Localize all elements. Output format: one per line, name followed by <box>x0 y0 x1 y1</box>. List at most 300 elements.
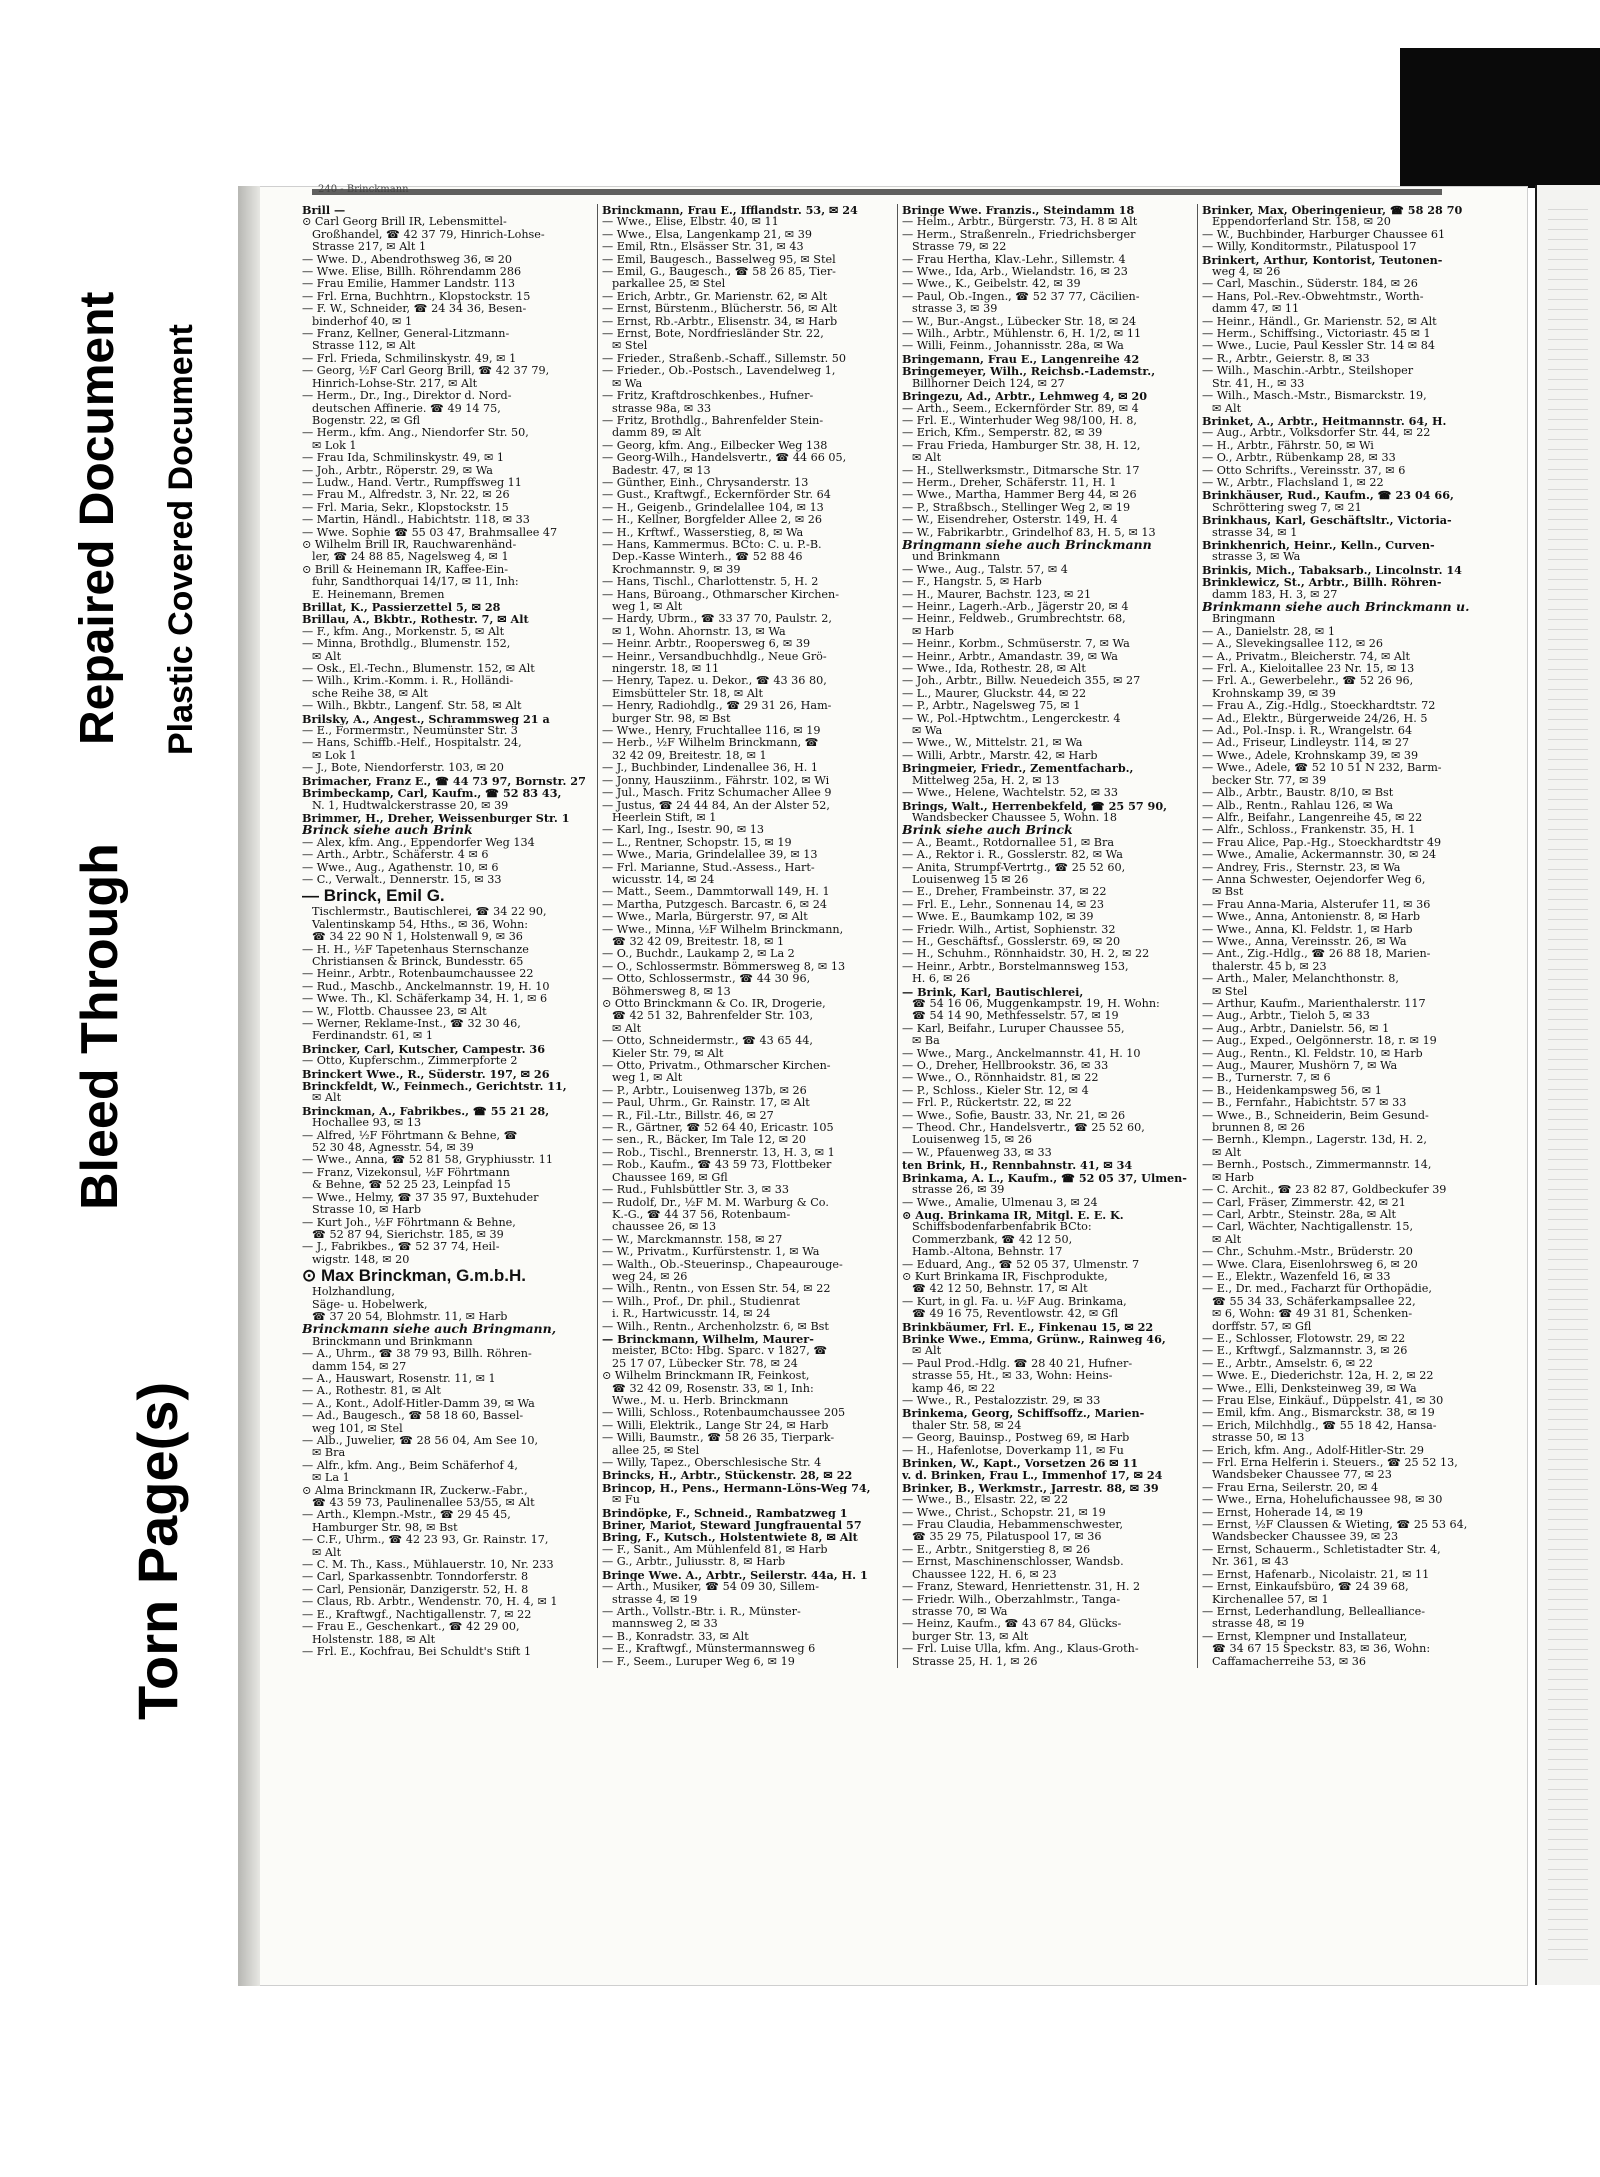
directory-entry: — Andrey, Fris., Sternstr. 23, ✉ Wa <box>1202 861 1401 874</box>
directory-entry: ✉ Alt <box>312 650 342 663</box>
directory-entry: Brill — <box>302 204 346 217</box>
directory-entry: — O., Buchdr., Laukamp 2, ✉ La 2 <box>602 948 795 961</box>
directory-entry: ler, ☎ 24 88 85, Nagelsweg 4, ✉ 1 <box>312 551 509 564</box>
directory-entry: — P., Arbtr., Nagelsweg 75, ✉ 1 <box>902 700 1081 713</box>
directory-entry: — Wwe., Christ., Schopstr. 21, ✉ 19 <box>902 1506 1106 1519</box>
directory-entry: — Carl, Arbtr., Steinstr. 28a, ✉ Alt <box>1202 1208 1397 1221</box>
directory-entry: — Frl. Maria, Sekr., Klopstockstr. 15 <box>302 501 509 514</box>
directory-entry: — Heinr., Arbtr., Borstelmannsweg 153, <box>902 960 1129 973</box>
directory-entry: — Wwe. Th., Kl. Schäferkamp 34, H. 1, ✉ 6 <box>302 993 548 1006</box>
directory-entry: — P., Arbtr., Louisenweg 137b, ✉ 26 <box>602 1084 807 1097</box>
directory-entry: Strasse 10, ✉ Harb <box>312 1204 422 1217</box>
directory-entry: — Ernst, Lederhandlung, Bellealliance- <box>1202 1605 1426 1618</box>
directory-entry: Brimmer, H., Dreher, Weissenburger Str. 1 <box>302 811 570 825</box>
directory-entry: Brincks, H., Arbtr., Stückenstr. 28, ✉ 22 <box>602 1469 853 1482</box>
directory-entry: Hochallee 93, ✉ 13 <box>312 1117 422 1130</box>
directory-entry: strasse 3, ✉ 39 <box>912 303 998 316</box>
directory-entry: — Georg, kfm. Ang., Eilbecker Weg 138 <box>602 439 828 452</box>
directory-entry: — Franz, Vizekonsul, ½F Föhrtmann <box>302 1166 510 1179</box>
directory-entry: — Kurt Joh., ½F Föhrtmann & Behne, <box>302 1216 516 1229</box>
directory-entry: — W., Pfauenweg 33, ✉ 33 <box>902 1146 1052 1159</box>
directory-entry: — Ernst, Einkaufsbüro, ☎ 24 39 68, <box>1202 1581 1409 1594</box>
directory-entry: damm 183, H. 3, ✉ 27 <box>1212 588 1338 601</box>
directory-entry: Bring, F., Kutsch., Holstentwiete 8, ✉ Alt <box>602 1531 858 1544</box>
directory-entry: ☎ 52 87 94, Sierichstr. 185, ✉ 39 <box>312 1228 504 1241</box>
directory-entry: — Otto Schrifts., Vereinsstr. 37, ✉ 6 <box>1202 464 1406 477</box>
directory-entry: — W., Arbtr., Flachsland 1, ✉ 22 <box>1202 476 1384 489</box>
directory-entry: — Alfr., Schloss., Frankenstr. 35, H. 1 <box>1202 824 1416 837</box>
directory-entry: — Frau Else, Einkäuf., Düppelstr. 41, ✉ 30 <box>1202 1395 1444 1407</box>
directory-entry: Strasse 112, ✉ Alt <box>312 340 416 353</box>
directory-entry: — Frau M., Alfredstr. 3, Nr. 22, ✉ 26 <box>302 489 510 502</box>
directory-entry: — Wwe., Elli, Denksteinweg 39, ✉ Wa <box>1202 1382 1417 1395</box>
directory-entry: — A., Hauswart, Rosenstr. 11, ✉ 1 <box>302 1372 496 1385</box>
directory-entry: — Heinr., Feldweb., Grumbrechtstr. 68, <box>902 613 1126 626</box>
directory-entry: — Alfr., Beifahr., Langenreihe 45, ✉ 22 <box>1202 811 1423 824</box>
directory-entry: — Frau Frieda, Hamburger Str. 38, H. 12, <box>902 439 1141 452</box>
directory-entry: — Arth., Maler, Melanchthonstr. 8, <box>1202 973 1399 986</box>
directory-entry: — Wwe., Ida, Rothestr. 28, ✉ Alt <box>902 663 1086 676</box>
directory-entry: — Brink, Karl, Bautischlerei, <box>902 985 1084 998</box>
directory-entry: — G., Arbtr., Juliusstr. 8, ✉ Harb <box>602 1556 786 1569</box>
directory-entry: — Friedr. Wilh., Artist, Sophienstr. 32 <box>902 923 1116 936</box>
directory-entry: — Wwe., R., Pestalozzistr. 29, ✉ 33 <box>902 1395 1101 1407</box>
directory-entry: Wandsbeker Chaussee 77, ✉ 23 <box>1212 1469 1392 1482</box>
directory-entry: — Wwe., O., Rönnhaidstr. 81, ✉ 22 <box>902 1072 1099 1085</box>
directory-entry: — Hans, Tischl., Charlottenstr. 5, H. 2 <box>602 576 819 589</box>
directory-entry: — Wilh., Bkbtr., Langenf. Str. 58, ✉ Alt <box>302 700 522 713</box>
directory-entry: — Frau Emilie, Hammer Landstr. 113 <box>302 278 515 291</box>
directory-entry: — Frau E., Geschenkart., ☎ 42 29 00, <box>302 1621 520 1634</box>
directory-entry: — Heinr., Lagerh.-Arb., Jägerstr 20, ✉ 4 <box>902 601 1129 613</box>
directory-entry: — Frl. A., Gewerbelehr., ☎ 52 26 96, <box>1202 675 1414 688</box>
directory-entry: — E., Dreher, Frambeinstr. 37, ✉ 22 <box>902 886 1107 899</box>
directory-entry: Mittelweg 25a, H. 2, ✉ 13 <box>912 774 1060 787</box>
directory-entry: 25 17 07, Lübecker Str. 78, ✉ 24 <box>612 1357 798 1370</box>
directory-entry: ✉ Ba <box>912 1035 940 1048</box>
directory-entry: N. 1, Hudtwalckerstrasse 20, ✉ 39 <box>312 799 509 812</box>
directory-entry: — H., Stellwerksmstr., Ditmarsche Str. 17 <box>902 464 1140 477</box>
directory-entry: Brinkert, Arthur, Kontorist, Teutonen- <box>1202 253 1443 267</box>
directory-entry: — Carl, Fräser, Zimmerstr. 42, ✉ 21 <box>1202 1196 1406 1209</box>
directory-entry: — Wwe., Adele, ☎ 52 10 51 N 232, Barm- <box>1202 762 1442 775</box>
directory-entry: — J., Bote, Niendorferstr. 103, ✉ 20 <box>302 762 504 775</box>
directory-entry: Brinkhaus, Karl, Geschäftsltr., Victoria- <box>1202 514 1452 527</box>
directory-column-1 <box>298 204 598 1668</box>
directory-entry: ⊙ Wilhelm Brinckmann IR, Feinkost, <box>602 1370 810 1383</box>
directory-entry: sche Reihe 38, ✉ Alt <box>312 687 428 700</box>
directory-entry: Christiansen & Brinck, Bundesstr. 65 <box>312 955 524 968</box>
directory-entry: Hamburger Str. 98, ✉ Bst <box>312 1521 458 1534</box>
directory-entry: damm 154, ✉ 27 <box>312 1360 407 1373</box>
directory-entry: Böhmersweg 8, ✉ 13 <box>612 985 731 998</box>
directory-entry: — H., Maurer, Bachstr. 123, ✉ 21 <box>902 588 1092 601</box>
directory-entry: — Willi, Elektrik., Lange Str 24, ✉ Harb <box>602 1419 829 1432</box>
directory-entry: Valentinskamp 54, Hths., ✉ 36, Wohn: <box>312 918 529 931</box>
directory-entry: weg 1, ✉ Alt <box>612 1072 683 1085</box>
directory-entry: Brilsky, A., Angest., Schrammsweg 21 a <box>302 712 550 726</box>
directory-entry: — Heinr., Händl., Gr. Marienstr. 52, ✉ Alt <box>1202 315 1437 328</box>
directory-entry: — L., Maurer, Gluckstr. 44, ✉ 22 <box>902 687 1087 700</box>
directory-entry: — Matt., Seem., Dammtorwall 149, H. 1 <box>602 886 830 899</box>
directory-entry: weg 1, ✉ Alt <box>612 601 683 613</box>
directory-entry: — Heinr., Korbm., Schmüserstr. 7, ✉ Wa <box>902 638 1130 651</box>
directory-entry: — Frl. A., Kieloitallee 23 Nr. 15, ✉ 13 <box>1202 663 1415 676</box>
directory-entry: — Ad., Friseur, Lindleystr. 114, ✉ 27 <box>1202 737 1410 750</box>
directory-entry: Brillau, A., Bkbtr., Rothestr. 7, ✉ Alt <box>302 613 529 626</box>
directory-entry: Brink siehe auch Brinck <box>902 824 1073 837</box>
directory-entry: — Wwe., Minna, ½F Wilhelm Brinckmann, <box>602 923 844 936</box>
directory-entry: 32 42 09, Breitestr. 18, ✉ 1 <box>612 749 767 762</box>
directory-entry: ✉ Lok 1 <box>312 749 357 762</box>
directory-entry: ✉ 1, Wohn. Ahornstr. 13, ✉ Wa <box>612 625 786 638</box>
directory-entry: Hinrich-Lohse-Str. 217, ✉ Alt <box>312 377 478 390</box>
directory-entry: — Frl. Luise Ulla, kfm. Ang., Klaus-Groth- <box>902 1643 1139 1656</box>
directory-entry: strasse 48, ✉ 19 <box>1212 1618 1305 1631</box>
directory-entry: ☎ 32 42 09, Breitestr. 18, ✉ 1 <box>612 935 785 948</box>
directory-entry: — Aug., Rentn., Kl. Feldstr. 10, ✉ Harb <box>1202 1047 1423 1060</box>
directory-entry: — E., Kraftwgf., Münstermannsweg 6 <box>602 1643 816 1656</box>
directory-entry: — Herm., Straßenreln., Friedrichsberger <box>902 228 1136 241</box>
directory-entry: — Willi, Arbtr., Marstr. 42, ✉ Harb <box>902 749 1098 762</box>
directory-entry: Bringe Wwe. A., Arbtr., Seilerstr. 44a, H. 1 <box>602 1568 868 1582</box>
directory-entry: — A., Privatm., Bleicherstr. 74, ✉ Alt <box>1202 650 1411 663</box>
directory-entry: Brinken, W., Kapt., Vorsetzen 26 ✉ 11 <box>902 1457 1139 1470</box>
directory-entry: ✉ Bra <box>312 1447 346 1460</box>
directory-entry: — Otto, Schlossermstr., ☎ 44 30 96, <box>602 973 811 986</box>
directory-entry: — Herm., kfm. Ang., Niendorfer Str. 50, <box>302 427 529 440</box>
directory-entry: — Wwe., Sofie, Baustr. 33, Nr. 21, ✉ 26 <box>902 1109 1126 1122</box>
directory-entry: ☎ 54 14 90, Methfesselstr. 57, ✉ 19 <box>912 1010 1119 1023</box>
directory-entry: Eimsbütteler Str. 18, ✉ Alt <box>612 687 763 700</box>
directory-entry: Holzhandlung, <box>312 1286 395 1299</box>
directory-column-4 <box>1198 204 1498 1668</box>
directory-entry: dorffstr. 57, ✉ Gfl <box>1212 1320 1312 1333</box>
directory-entry: Strasse 217, ✉ Alt 1 <box>312 241 427 254</box>
directory-entry: — E., Kraftwgf., Nachtigallenstr. 7, ✉ 22 <box>302 1608 532 1621</box>
directory-entry: — Ant., Zig.-Hdlg., ☎ 26 88 18, Marien- <box>1202 948 1431 961</box>
directory-entry: Strasse 25, H. 1, ✉ 26 <box>912 1655 1038 1668</box>
directory-entry: — Heinr., Arbtr., Amandastr. 39, ✉ Wa <box>902 650 1118 663</box>
directory-entry: — Ernst, ½F Claussen & Wieting, ☎ 25 53 64, <box>1202 1519 1468 1532</box>
directory-entry: Eppendorferland Str. 158, ✉ 20 <box>1212 216 1391 229</box>
directory-entry: — A., Danielstr. 28, ✉ 1 <box>1202 625 1335 638</box>
directory-entry: strasse 98a, ✉ 33 <box>612 402 712 415</box>
directory-entry: — Aug., Arbtr., Tieloh 5, ✉ 33 <box>1202 1010 1370 1023</box>
directory-entry: — A., Slevekingsallee 112, ✉ 26 <box>1202 638 1384 651</box>
directory-entry: — Minna, Brothdlg., Blumenstr. 152, <box>302 638 511 651</box>
directory-entry: Brindöpke, F., Schneid., Rambatzweg 1 <box>602 1506 848 1520</box>
directory-entry: Brinklewicz, St., Arbtr., Billh. Röhren- <box>1202 576 1442 589</box>
directory-entry: — Heinr., Arbtr., Rotenbaumchaussee 22 <box>302 968 534 981</box>
directory-entry: Brimacher, Franz E., ☎ 44 73 97, Bornstr. 27 <box>302 774 586 788</box>
directory-entry: — H., Geschäftsf., Gosslerstr. 69, ✉ 20 <box>902 935 1121 948</box>
directory-entry: — Claus, Rb. Arbtr., Wendenstr. 70, H. 4, ✉ 1 <box>302 1596 558 1609</box>
directory-entry: Brinckmann siehe auch Bringmann, <box>302 1323 557 1336</box>
directory-entry: — Aug., Exped., Oelgönnerstr. 18, r. ✉ 19 <box>1202 1035 1437 1048</box>
directory-entry: ✉ Alt <box>1212 1146 1242 1159</box>
directory-entry: — Paul Prod.-Hdlg. ☎ 28 40 21, Hufner- <box>902 1357 1133 1370</box>
directory-entry: meister, BCto: Hbg. Sparc. v 1827, ☎ <box>612 1345 828 1358</box>
directory-entry: ✉ Alt <box>312 1546 342 1559</box>
directory-entry: — C.F., Uhrm., ☎ 42 23 93, Gr. Rainstr. 17, <box>302 1534 549 1547</box>
directory-entry: — Emil, kfm. Ang., Bismarckstr. 38, ✉ 19 <box>1202 1407 1435 1420</box>
directory-entry: — Karl, Ing., Isestr. 90, ✉ 13 <box>602 824 765 837</box>
directory-entry: ☎ 32 42 09, Rosenstr. 33, ✉ 1, Inh: <box>612 1382 814 1395</box>
directory-entry: ⊙ Max Brinckman, G.m.b.H. <box>302 1266 526 1286</box>
directory-entry: ☎ 37 20 54, Blohmstr. 11, ✉ Harb <box>312 1310 508 1323</box>
directory-entry: — W., Fabrikarbtr., Grindelhof 83, H. 5, ✉ 13 <box>902 526 1156 539</box>
page-header-rule <box>312 189 1442 195</box>
directory-entry: ☎ 55 34 33, Schäferkampsallee 22, <box>1212 1295 1416 1308</box>
directory-entry: — Frieder., Ob.-Postsch., Lavendelweg 1, <box>602 365 836 378</box>
directory-entry: — H., Krftwf., Wasserstieg, 8, ✉ Wa <box>602 526 804 539</box>
directory-entry: Louisenweg 15, ✉ 26 <box>912 1134 1032 1147</box>
directory-entry: — H., Kellner, Borgfelder Allee 2, ✉ 26 <box>602 514 822 527</box>
directory-entry: Brinke Wwe., Emma, Grünw., Rainweg 46, <box>902 1332 1166 1346</box>
directory-entry: becker Str. 77, ✉ 39 <box>1212 774 1327 787</box>
directory-entry: — Ernst, Hoherade 14, ✉ 19 <box>1202 1506 1364 1519</box>
directory-entry: — Wwe. Clara, Eisenlohrsweg 6, ✉ 20 <box>1202 1258 1418 1271</box>
directory-entry: — E., Krftwgf., Salzmannstr. 3, ✉ 26 <box>1202 1345 1408 1358</box>
directory-entry: — Willy, Tapez., Oberschlesische Str. 4 <box>602 1457 822 1470</box>
directory-entry: — Frau Hertha, Klav.-Lehr., Sillemstr. 4 <box>902 253 1126 266</box>
directory-entry: — Wwe., Anna, Antonienstr. 8, ✉ Harb <box>1202 911 1421 924</box>
directory-entry: — Theod. Chr., Handelsvertr., ☎ 25 52 60, <box>902 1122 1145 1135</box>
directory-entry: — F., kfm. Ang., Morkenstr. 5, ✉ Alt <box>302 625 505 638</box>
directory-entry: — Wwe., Lucie, Paul Kessler Str. 14 ✉ 84 <box>1202 340 1435 353</box>
directory-entry: — Brinck, Emil G. <box>302 886 445 906</box>
directory-entry: — Wwe., Helmy, ☎ 37 35 97, Buxtehuder <box>302 1191 539 1204</box>
directory-entry: Bringmann siehe auch Brinckmann <box>902 538 1152 552</box>
directory-entry: — P., Straßbsch., Stellinger Weg 2, ✉ 19 <box>902 501 1131 514</box>
directory-entry: binderhof 40, ✉ 1 <box>312 315 413 328</box>
directory-entry: Bringmann <box>1212 613 1276 626</box>
directory-entry: — Walth., Ob.-Steuerinsp., Chapeaurouge- <box>602 1258 843 1271</box>
directory-entry: Tischlermstr., Bautischlerei, ☎ 34 22 90, <box>312 906 547 919</box>
directory-column-2 <box>598 204 898 1668</box>
directory-entry: — W., Marckmannstr. 158, ✉ 27 <box>602 1233 783 1246</box>
directory-entry: ☎ 49 16 75, Reventlowstr. 42, ✉ Gfl <box>912 1308 1119 1321</box>
directory-entry: — Wilh., Maschin.-Arbtr., Steilshoper <box>1202 365 1414 378</box>
directory-entry: — Arthur, Kaufm., Marienthalerstr. 117 <box>1202 998 1426 1010</box>
directory-entry: — Ernst, Schauerm., Schletistadter Str. 4, <box>1202 1543 1441 1556</box>
directory-entry: — Wwe., Maria, Grindelallee 39, ✉ 13 <box>602 849 818 862</box>
directory-entry: ✉ Alt <box>912 1345 942 1358</box>
directory-entry: Brinckmann und Brinkmann <box>312 1335 473 1348</box>
directory-entry: — Alex, kfm. Ang., Eppendorfer Weg 134 <box>302 836 535 849</box>
directory-entry: — Osk., El.-Techn., Blumenstr. 152, ✉ Alt <box>302 663 535 676</box>
directory-entry: Brinker, B., Werkmstr., Jarrestr. 88, ✉ 39 <box>902 1481 1159 1495</box>
directory-entry: — R., Fil.-Ltr., Billstr. 46, ✉ 27 <box>602 1109 774 1122</box>
directory-entry: — B., Heidenkampsweg 56, ✉ 1 <box>1202 1084 1382 1097</box>
directory-entry: — Jul., Masch. Fritz Schumacher Allee 9 <box>602 787 832 800</box>
directory-entry: ☎ 35 29 75, Pilatuspool 17, ✉ 36 <box>912 1531 1102 1544</box>
directory-entry: ✉ La 1 <box>312 1472 350 1485</box>
directory-entry: — R., Arbtr., Geierstr. 8, ✉ 33 <box>1202 352 1370 365</box>
directory-entry: — Georg-Wilh., Handelsvertr., ☎ 44 66 05, <box>602 452 847 465</box>
directory-entry: — H., Arbtr., Fährstr. 50, ✉ Wi <box>1202 439 1374 452</box>
directory-entry: — F., Seem., Luruper Weg 6, ✉ 19 <box>602 1655 795 1668</box>
directory-entry: — O., Schlossermstr. Bömmersweg 8, ✉ 13 <box>602 960 846 973</box>
directory-entry: ☎ 34 22 90 N 1, Holstenwall 9, ✉ 36 <box>312 931 523 944</box>
directory-entry: — Rud., Fuhlsbüttler Str. 3, ✉ 33 <box>602 1184 789 1197</box>
directory-entry: — Emil, Rtn., Elsässer Str. 31, ✉ 43 <box>602 241 804 254</box>
directory-entry: — Anna Schwester, Oejendorfer Weg 6, <box>1202 873 1426 886</box>
directory-entry: Badestr. 47, ✉ 13 <box>612 464 711 477</box>
directory-entry: Chaussee 169, ✉ Gfl <box>612 1171 728 1184</box>
directory-entry: — O., Dreher, Hellbrookstr. 36, ✉ 33 <box>902 1060 1109 1073</box>
directory-page <box>238 186 1528 1986</box>
directory-entry: Holstenstr. 188, ✉ Alt <box>312 1633 436 1646</box>
directory-entry: ☎ 42 51 32, Bahrenfelder Str. 103, <box>612 1010 814 1023</box>
directory-entry: und Brinkmann <box>912 551 1000 564</box>
directory-entry: — Ernst, Klempner und Installateur, <box>1202 1630 1408 1643</box>
directory-entry: — Erich, Kfm., Semperstr. 82, ✉ 39 <box>902 427 1103 440</box>
directory-entry: — Wwe., Marg., Anckelmannstr. 41, H. 10 <box>902 1047 1141 1060</box>
directory-entry: — Wwe., Amalie, Ulmenau 3, ✉ 24 <box>902 1196 1098 1209</box>
directory-entry: — A., Beamt., Rotdornallee 51, ✉ Bra <box>902 836 1115 849</box>
directory-entry: — J., Fabrikbes., ☎ 52 37 74, Heil- <box>302 1241 500 1254</box>
directory-entry: Bringemann, Frau E., Langenreihe 42 <box>902 352 1140 366</box>
repaired-document-label: Repaired Document <box>71 291 124 745</box>
directory-entry: weg 24, ✉ 26 <box>612 1270 688 1283</box>
directory-entry: Bringezu, Ad., Arbtr., Lehmweg 4, ✉ 20 <box>902 390 1148 403</box>
directory-entry: — H., Hafenlotse, Doverkamp 11, ✉ Fu <box>902 1444 1124 1457</box>
directory-entry: Brinckert Wwe., R., Süderstr. 197, ✉ 26 <box>302 1067 550 1081</box>
directory-entry: allee 25, ✉ Stel <box>612 1444 700 1457</box>
directory-entry: — W., Flottb. Chaussee 23, ✉ Alt <box>302 1005 487 1018</box>
directory-entry: Brinckmann, Frau E., Ifflandstr. 53, ✉ 24 <box>602 204 858 217</box>
directory-entry: — E., Elektr., Wazenfeld 16, ✉ 33 <box>1202 1270 1391 1283</box>
directory-entry: ✉ Alt <box>1212 1233 1242 1246</box>
directory-entry: Louisenweg 15 ✉ 26 <box>912 873 1029 886</box>
directory-entry: — Wilh., Arbtr., Mühlenstr. 6, H. 1/2, ✉ 11 <box>902 328 1142 341</box>
directory-entry: Kieler Str. 79, ✉ Alt <box>612 1047 724 1060</box>
directory-entry: Brillat, K., Passierzettel 5, ✉ 28 <box>302 601 501 614</box>
directory-entry: — A., Rektor i. R., Gosslerstr. 82, ✉ Wa <box>902 849 1123 862</box>
directory-entry: — Herb., ½F Wilhelm Brinckmann, ☎ <box>602 737 819 750</box>
directory-entry: — Wilh., Rentn., Archenholzstr. 6, ✉ Bst <box>602 1320 829 1333</box>
directory-entry: Brinck siehe auch Brink <box>302 824 473 837</box>
directory-entry: damm 89, ✉ Alt <box>612 427 702 440</box>
directory-entry: Dep.-Kasse Winterh., ☎ 52 88 46 <box>612 551 803 564</box>
directory-entry: — Ernst, Maschinenschlosser, Wandsb. <box>902 1556 1124 1569</box>
directory-entry: — Arth., Arbtr., Schäferstr. 4 ✉ 6 <box>302 849 489 862</box>
directory-entry: — Wwe. E., Baumkamp 102, ✉ 39 <box>902 911 1094 924</box>
directory-entry: thalerstr. 45 b, ✉ 23 <box>1212 960 1327 973</box>
directory-entry: — Wwe., Helene, Wachtelstr. 52, ✉ 33 <box>902 787 1118 800</box>
directory-entry: Bringmeier, Friedr., Zementfacharb., <box>902 762 1134 775</box>
directory-entry: — F. W., Schneider, ☎ 24 34 36, Besen- <box>302 303 527 316</box>
directory-entry: — Wwe., Anna, Kl. Feldstr. 1, ✉ Harb <box>1202 923 1413 936</box>
directory-entry: — Wwe., Henry, Fruchtallee 116, ✉ 19 <box>602 725 821 738</box>
directory-entry: — Hans, Pol.-Rev.-Obwehtmstr., Worth- <box>1202 290 1424 303</box>
directory-entry: — H., Schuhm., Rönnhaidstr. 30, H. 2, ✉ 22 <box>902 948 1150 961</box>
directory-entry: — Wwe., Amalie, Ackermannstr. 30, ✉ 24 <box>1202 849 1437 862</box>
directory-entry: — Wwe., B., Schneiderin, Beim Gesund- <box>1202 1109 1429 1122</box>
directory-entry: — E., Dr. med., Facharzt für Orthopädie, <box>1202 1283 1432 1296</box>
directory-entry: — Carl, Wächter, Nachtigallenstr. 15, <box>1202 1221 1414 1234</box>
directory-entry: ☎ 34 67 15 Speckstr. 83, ✉ 36, Wohn: <box>1212 1643 1431 1656</box>
directory-entry: Bringe Wwe. Franzis., Steindamm 18 <box>902 204 1135 217</box>
directory-entry: — Rudolf, Dr., ½F M. M. Warburg & Co. <box>602 1196 829 1209</box>
directory-entry: — Paul, Ob.-Ingen., ☎ 52 37 77, Cäcilien- <box>902 290 1140 303</box>
directory-entry: — Otto, Kupferschm., Zimmerpforte 2 <box>302 1055 518 1068</box>
directory-entry: Großhandel, ☎ 42 37 79, Hinrich-Lohse- <box>312 228 545 241</box>
directory-entry: — Alb., Juwelier, ☎ 28 56 04, Am See 10, <box>302 1435 539 1447</box>
directory-entry: — Frl. E., Winterhuder Weg 98/100, H. 8, <box>902 414 1137 427</box>
directory-entry: — Alb., Rentn., Rahlau 126, ✉ Wa <box>1202 799 1394 812</box>
directory-entry: ten Brink, H., Rennbahnstr. 41, ✉ 34 <box>902 1159 1133 1172</box>
directory-entry: — Wwe., Elise, Elbstr. 40, ✉ 11 <box>602 216 779 229</box>
directory-entry: — Ad., Baugesch., ☎ 58 18 60, Bassel- <box>302 1410 524 1423</box>
directory-entry: Brinckfeldt, W., Feinmech., Gerichtstr. 11, <box>302 1080 567 1093</box>
directory-entry: — E., Arbtr., Snitgerstieg 8, ✉ 26 <box>902 1543 1091 1556</box>
directory-entry: — Wilh., Rentn., von Essen Str. 54, ✉ 22 <box>602 1283 831 1296</box>
directory-entry: strasse 3, ✉ Wa <box>1212 551 1301 564</box>
directory-entry: — Wilh., Krim.-Komm. i. R., Holländi- <box>302 675 514 688</box>
directory-entry: — R., Gärtner, ☎ 52 64 40, Ericastr. 105 <box>602 1122 834 1135</box>
directory-entry: — Franz, Steward, Henriettenstr. 31, H. 2 <box>902 1581 1141 1594</box>
directory-entry: — Erich, Milchhdlg., ☎ 55 18 42, Hansa- <box>1202 1419 1437 1432</box>
directory-entry: — Justus, ☎ 24 44 84, An der Alster 52, <box>602 799 830 812</box>
directory-entry: — Heinr. Arbtr., Roopersweg 6, ✉ 39 <box>602 638 811 651</box>
directory-entry: — L., Rentner, Schopstr. 15, ✉ 19 <box>602 836 792 849</box>
directory-entry: — Paul, Uhrm., Gr. Rainstr. 17, ✉ Alt <box>602 1097 810 1110</box>
directory-entry: — B., Fernfahr., Habichtstr. 57 ✉ 33 <box>1202 1097 1407 1110</box>
directory-entry: ⊙ Brill & Heinemann IR, Kaffee-Ein- <box>302 563 509 576</box>
directory-entry: — Werner, Reklame-Inst., ☎ 32 30 46, <box>302 1018 521 1030</box>
directory-entry: — Kurt, in gl. Fa. u. ½F Aug. Brinkama, <box>902 1295 1127 1308</box>
directory-entry: chaussee 26, ✉ 13 <box>612 1221 717 1234</box>
directory-entry: — Heinr., Versandbuchhdlg., Neue Grö- <box>602 650 827 663</box>
directory-entry: Brinckman, A., Fabrikbes., ☎ 55 21 28, <box>302 1104 550 1118</box>
directory-entry: — W., Privatm., Kurfürstenstr. 1, ✉ Wa <box>602 1246 820 1259</box>
directory-entry: Briner, Mariot, Steward Jungfrauental 57 <box>602 1519 862 1532</box>
directory-entry: — Rob., Tischl., Brennerstr. 13, H. 3, ✉ 1 <box>602 1146 835 1159</box>
directory-entry: damm 47, ✉ 11 <box>1212 303 1300 316</box>
directory-entry: — Anita, Strumpf-Vertrtg., ☎ 25 52 60, <box>902 861 1126 874</box>
directory-entry: — Ludw., Hand. Vertr., Rumpffsweg 11 <box>302 476 522 489</box>
directory-entry: — sen., R., Bäcker, Im Tale 12, ✉ 20 <box>602 1134 806 1147</box>
directory-entry: — Ernst, Bote, Nordfriesländer Str. 22, <box>602 328 824 341</box>
directory-entry: — Heinz, Kaufm., ☎ 43 67 84, Glücks- <box>902 1618 1122 1631</box>
directory-entry: — Frau Claudia, Hebammenschwester, <box>902 1519 1124 1532</box>
directory-entry: — Frl. Frieda, Schmilinskystr. 49, ✉ 1 <box>302 352 517 365</box>
torn-pages-label: Torn Page(s) <box>126 1381 189 1720</box>
page-header: 240 - Brinckmann <box>318 184 409 195</box>
directory-entry: — A., Rothestr. 81, ✉ Alt <box>302 1385 441 1398</box>
directory-entry: — Friedr. Wilh., Oberzahlmstr., Tanga- <box>902 1593 1121 1606</box>
directory-entry: — Frl. Erna, Buchhtrn., Klopstockstr. 15 <box>302 290 531 303</box>
directory-entry: — Alb., Arbtr., Baustr. 8/10, ✉ Bst <box>1202 787 1394 800</box>
directory-entry: kamp 46, ✉ 22 <box>912 1382 996 1395</box>
directory-entry: Wwe., M. u. Herb. Brinckmann <box>612 1395 789 1407</box>
directory-entry: — Otto, Schneidermstr., ☎ 43 65 44, <box>602 1035 813 1048</box>
directory-entry: — W., Pol.-Hptwchtm., Lengerckestr. 4 <box>902 712 1121 725</box>
directory-entry: — Henry, Tapez. u. Dekor., ☎ 43 36 80, <box>602 675 827 688</box>
directory-entry: — Frau Alice, Pap.-Hg., Stoeckhardtstr 49 <box>1202 836 1442 849</box>
directory-entry: deutschen Affinerie. ☎ 49 14 75, <box>312 402 501 415</box>
directory-entry: Wandsbecker Chaussee 5, Wohn. 18 <box>912 811 1118 824</box>
directory-entry: strasse 4, ✉ 19 <box>612 1593 698 1606</box>
directory-entry: — Erich, kfm. Ang., Adolf-Hitler-Str. 29 <box>1202 1444 1425 1457</box>
directory-entry: weg 101, ✉ Stel <box>312 1422 403 1435</box>
directory-entry: — Alfred, ½F Föhrtmann & Behne, ☎ <box>302 1129 518 1142</box>
directory-entry: — Wwe. D., Abendrothsweg 36, ✉ 20 <box>302 253 512 266</box>
directory-entry: Brinkbäumer, Frl. E., Finkenau 15, ✉ 22 <box>902 1320 1154 1333</box>
